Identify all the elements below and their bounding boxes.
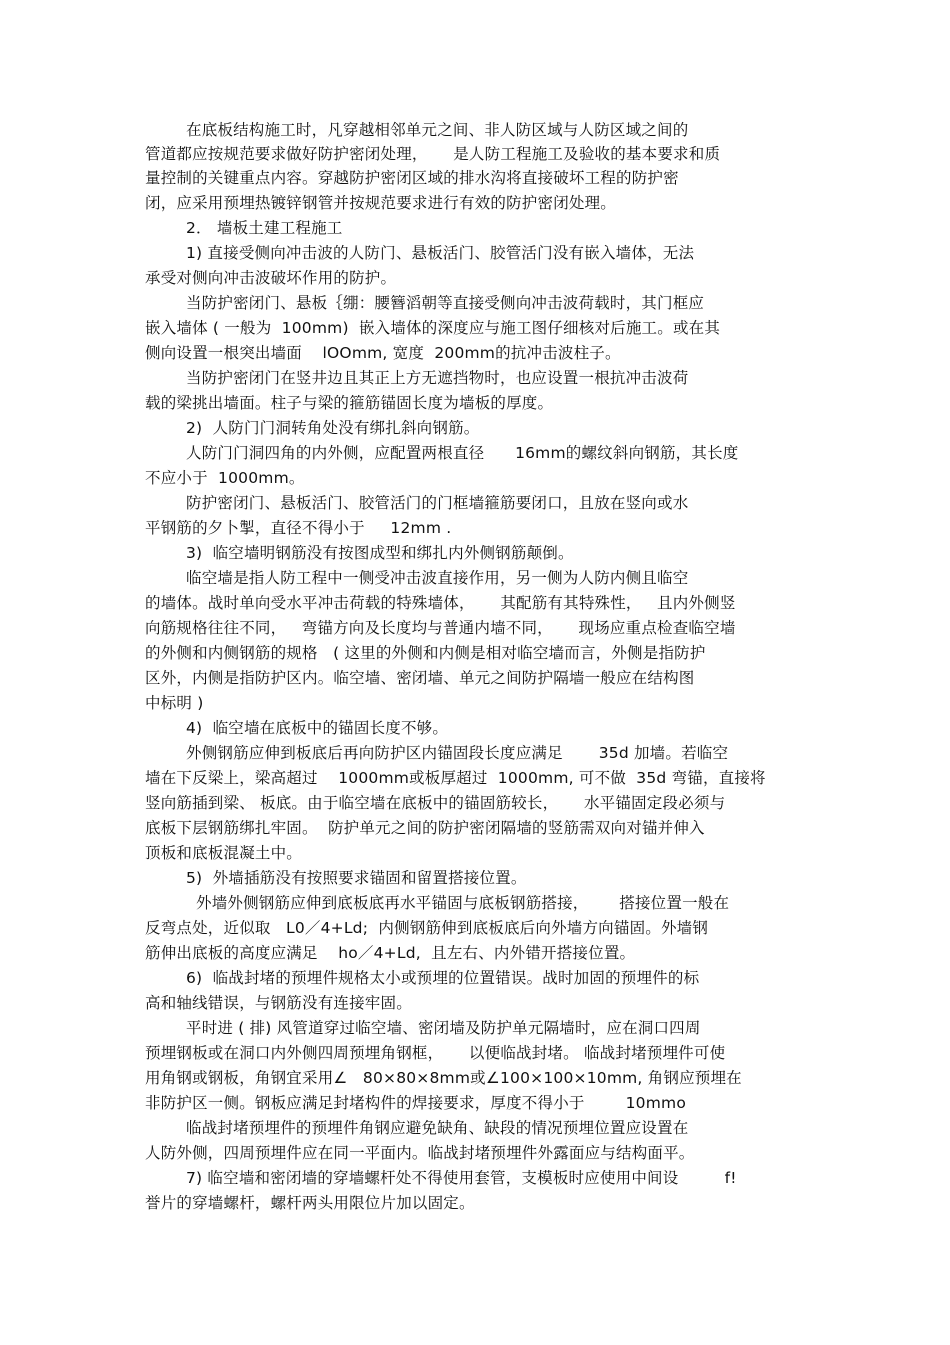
text-line: 侧向设置一根突出墙面 lOOmm, 宽度 200mm的抗冲击波柱子。: [145, 344, 621, 362]
text-line: 嵌入墙体 ( 一般为 100mm) 嵌入墙体的深度应与施工图仔细核对后施工。或在其: [145, 319, 721, 337]
text-line: 竖向筋插到梁、 板底。由于临空墙在底板中的锚固筋较长， 水平锚固定段必须与: [145, 794, 726, 812]
item-heading: 3) 临空墙明钢筋没有按图成型和绑扎内外侧钢筋颠倒。: [186, 544, 574, 562]
text-line: 底板下层钢筋绑扎牢固。 防护单元之间的防护密闭隔墙的竖筋需双向对锚并伸入: [145, 819, 705, 837]
text-line: 平时进 ( 排) 风管道穿过临空墙、密闭墙及防护单元隔墙时，应在洞口四周: [186, 1019, 701, 1037]
text-line: 当防护密闭门、悬板｛绷：腰簪滔朝等直接受侧向冲击波荷载时，其门框应: [186, 294, 705, 312]
text-line: 当防护密闭门在竖井边且其正上方无遮挡物时，也应设置一根抗冲击波荷: [186, 369, 689, 387]
text-line: 用角钢或钢板，角钢宜采用∠ 80×80×8mm或∠100×100×10mm, 角钢应预埋在: [145, 1069, 742, 1087]
text-line: 外侧钢筋应伸到板底后再向防护区内锚固段长度应满足 35d 加墙。若临空: [186, 744, 729, 762]
text-line: 顶板和底板混凝土中。: [145, 844, 303, 862]
text-line: 人防外侧，四周预埋件应在同一平面内。临战封堵预埋件外露面应与结构面平。: [145, 1144, 695, 1162]
text-line: 防护密闭门、悬板活门、胶管活门的门框墙箍筋要闭口，且放在竖向或水: [186, 494, 689, 512]
text-line: 临战封堵预埋件的预埋件角钢应避免缺角、缺段的情况预埋位置应设置在: [186, 1119, 689, 1137]
text-line: 人防门门洞四角的内外侧，应配置两根直径 16mm的螺纹斜向钢筋，其长度: [186, 444, 739, 462]
text-line: 高和轴线错误，与钢筋没有连接牢固。: [145, 994, 412, 1012]
text-line: 载的梁挑出墙面。柱子与梁的箍筋锚固长度为墙板的厚度。: [145, 394, 554, 412]
text-line: 反弯点处，近似取 L0／4+Ld; 内侧钢筋伸到底板底后向外墙方向锚固。外墙钢: [145, 919, 709, 937]
text-line: 的墙体。战时单向受水平冲击荷载的特殊墙体， 其配筋有其特殊性， 且内外侧竖: [145, 594, 736, 612]
item-heading: 4) 临空墙在底板中的锚固长度不够。: [186, 719, 449, 737]
item-heading: 5) 外墙插筋没有按照要求锚固和留置搭接位置。: [186, 869, 527, 887]
text-line: 筋伸出底板的高度应满足 ho／4+Ld, 且左右、内外错开搭接位置。: [145, 944, 636, 962]
text-line: 临空墙是指人防工程中一侧受冲击波直接作用，另一侧为人防内侧且临空: [186, 569, 689, 587]
text-line: 的外侧和内侧钢筋的规格 ( 这里的外侧和内侧是相对临空墙而言，外侧是指防护: [145, 644, 706, 662]
section-heading: 2． 墙板土建工程施工: [186, 219, 343, 237]
text-line: 区外，内侧是指防护区内。临空墙、密闭墙、单元之间防护隔墙一般应在结构图: [145, 669, 695, 687]
text-line: 在底板结构施工时，凡穿越相邻单元之间、非人防区域与人防区域之间的: [186, 121, 689, 139]
item-heading: 7) 临空墙和密闭墙的穿墙螺杆处不得使用套管，支模板时应使用中间设 f!: [186, 1169, 737, 1187]
item-heading: 1) 直接受侧向冲击波的人防门、悬板活门、胶管活门没有嵌入墙体，无法: [186, 244, 695, 262]
text-line: 闭，应采用预埋热镀锌钢管并按规范要求进行有效的防护密闭处理。: [145, 194, 617, 212]
item-heading: 6) 临战封堵的预埋件规格太小或预埋的位置错误。战时加固的预埋件的标: [186, 969, 700, 987]
text-line: 誉片的穿墙螺杆，螺杆两头用限位片加以固定。: [145, 1194, 475, 1212]
text-line: 管道都应按规范要求做好防护密闭处理， 是人防工程施工及验收的基本要求和质: [145, 145, 721, 163]
text-line: 墙在下反梁上，梁高超过 1000mm或板厚超过 1000mm, 可不做 35d 弯锚，直接将: [145, 769, 766, 787]
text-line: 量控制的关键重点内容。穿越防护密闭区域的排水沟将直接破坏工程的防护密: [145, 169, 679, 187]
text-line: 向筋规格往往不同， 弯锚方向及长度均与普通内墙不同， 现场应重点检查临空墙: [145, 619, 736, 637]
text-line: 非防护区一侧。钢板应满足封堵构件的焊接要求，厚度不得小于 10mmo: [145, 1094, 687, 1112]
text-line: 承受对侧向冲击波破坏作用的防护。: [145, 269, 397, 287]
item-heading: 2) 人防门门洞转角处没有绑扎斜向钢筋。: [186, 419, 480, 437]
text-line: 中标明 ): [145, 694, 204, 712]
text-line: 平钢筋的夕卜掣，直径不得小于 12mm .: [145, 519, 452, 537]
text-line: 预埋钢板或在洞口内外侧四周预埋角钢框， 以便临战封堵。 临战封堵预埋件可使: [145, 1044, 726, 1062]
text-line: 外墙外侧钢筋应伸到底板底再水平锚固与底板钢筋搭接， 搭接位置一般在: [196, 894, 730, 912]
text-line: 不应小于 1000mm。: [145, 469, 305, 487]
